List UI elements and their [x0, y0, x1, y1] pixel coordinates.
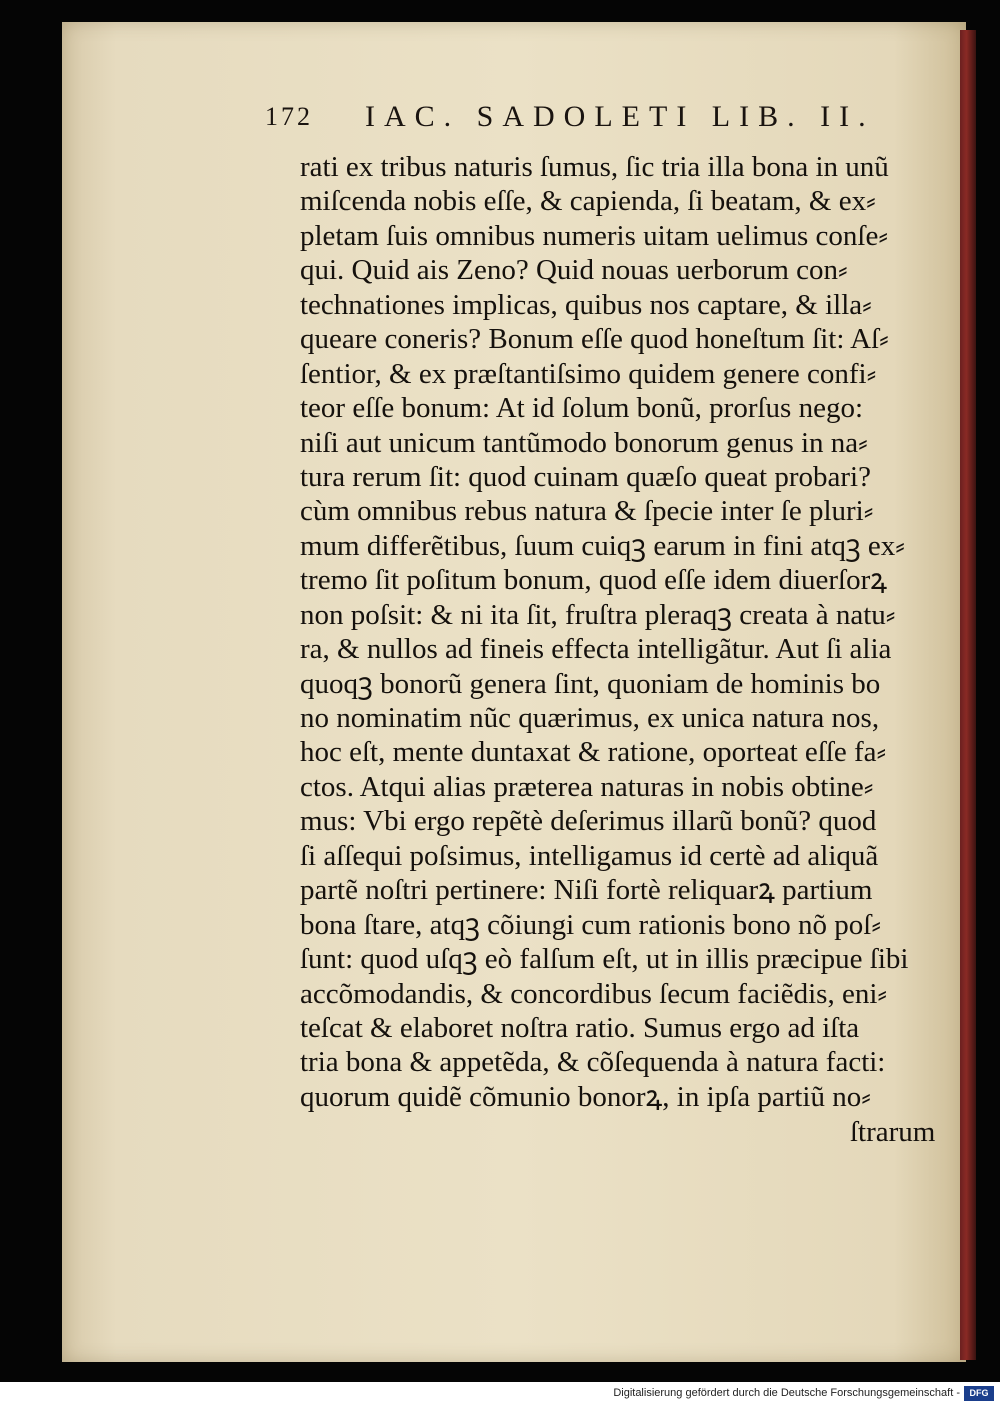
running-title: IAC. SADOLETI LIB. II.: [365, 100, 875, 133]
text-line: no nominatim nũc quærimus, ex unica natura nos,: [300, 702, 880, 734]
text-line: cùm omnibus rebus natura & ſpecie inter ſe pluri⸗: [300, 495, 874, 528]
text-line: accõmodandis, & concordibus ſecum faciẽdis, eni⸗: [300, 977, 888, 1010]
funding-credit: Digitalisierung gefördert durch die Deutsche Forschungsgemeinschaft -: [613, 1387, 960, 1399]
text-line: quoqꝫ bonorũ genera ſint, quoniam de hominis bo: [300, 667, 881, 700]
catchword: ſtrarum: [850, 1116, 936, 1148]
text-line: partẽ noſtri pertinere: Niſi fortè reliquarꝝ partium: [300, 874, 873, 907]
book-edge: [960, 30, 976, 1360]
text-line: non poſsit: & ni ita ſit, fruſtra pleraqꝫ creata à natu⸗: [300, 598, 896, 631]
text-line: queare coneris? Bonum eſſe quod honeſtum ſit: Aſ⸗: [300, 323, 889, 356]
text-line: ſunt: quod uſqꝫ eò falſum eſt, ut in illis præcipue ſibi: [300, 943, 909, 976]
text-line: pletam ſuis omnibus numeris uitam uelimus conſe⸗: [300, 219, 888, 252]
text-line: ſi aſſequi poſsimus, intelligamus id certè ad aliquã: [300, 839, 879, 872]
text-line: rati ex tribus naturis ſumus, ſic tria illa bona in unũ: [300, 151, 889, 183]
body-text: [300, 150, 948, 1114]
running-head: [265, 100, 905, 144]
text-line: hoc eſt, mente duntaxat & ratione, oporteat eſſe fa⸗: [300, 736, 887, 769]
text-line: miſcenda nobis eſſe, & capienda, ſi beatam, & ex⸗: [300, 185, 876, 218]
text-line: tria bona & appetẽda, & cõſequenda à natura facti:: [300, 1046, 886, 1079]
text-line: ſentior, & ex præſtantiſsimo quidem genere confi⸗: [300, 357, 877, 390]
footer-bar: [0, 1382, 1000, 1406]
text-line: ra, & nullos ad fineis effecta intelligãtur. Aut ſi alia: [300, 633, 892, 666]
text-line: teor eſſe bonum: At id ſolum bonũ, prorſus nego:: [300, 392, 864, 425]
text-line: niſi aut unicum tantũmodo bonorum genus in na⸗: [300, 426, 868, 459]
text-line: ctos. Atqui alias præterea naturas in nobis obtine⸗: [300, 770, 874, 803]
text-line: quorum quidẽ cõmunio bonorꝝ, in ipſa partiũ no⸗: [300, 1080, 871, 1113]
dfg-logo: DFG: [964, 1386, 994, 1401]
text-line: tura rerum ſit: quod cuinam quæſo queat probari?: [300, 460, 871, 493]
text-line: bona ſtare, atqꝫ cõiungi cum rationis bono nõ poſ⸗: [300, 908, 881, 941]
text-line: tremo ſit poſitum bonum, quod eſſe idem diuerſorꝝ: [300, 564, 888, 597]
text-line: mus: Vbi ergo repẽtè deſerimus illarũ bonũ? quod: [300, 805, 877, 838]
text-line: mum differẽtibus, ſuum cuiqꝫ earum in fini atqꝫ ex⸗: [300, 529, 905, 562]
text-line: technationes implicas, quibus nos captare, & illa⸗: [300, 288, 872, 321]
text-line: qui. Quid ais Zeno? Quid nouas uerborum con⸗: [300, 254, 848, 287]
text-line: teſcat & elaboret noſtra ratio. Sumus ergo ad iſta: [300, 1011, 860, 1044]
page-number: 172: [265, 102, 313, 131]
